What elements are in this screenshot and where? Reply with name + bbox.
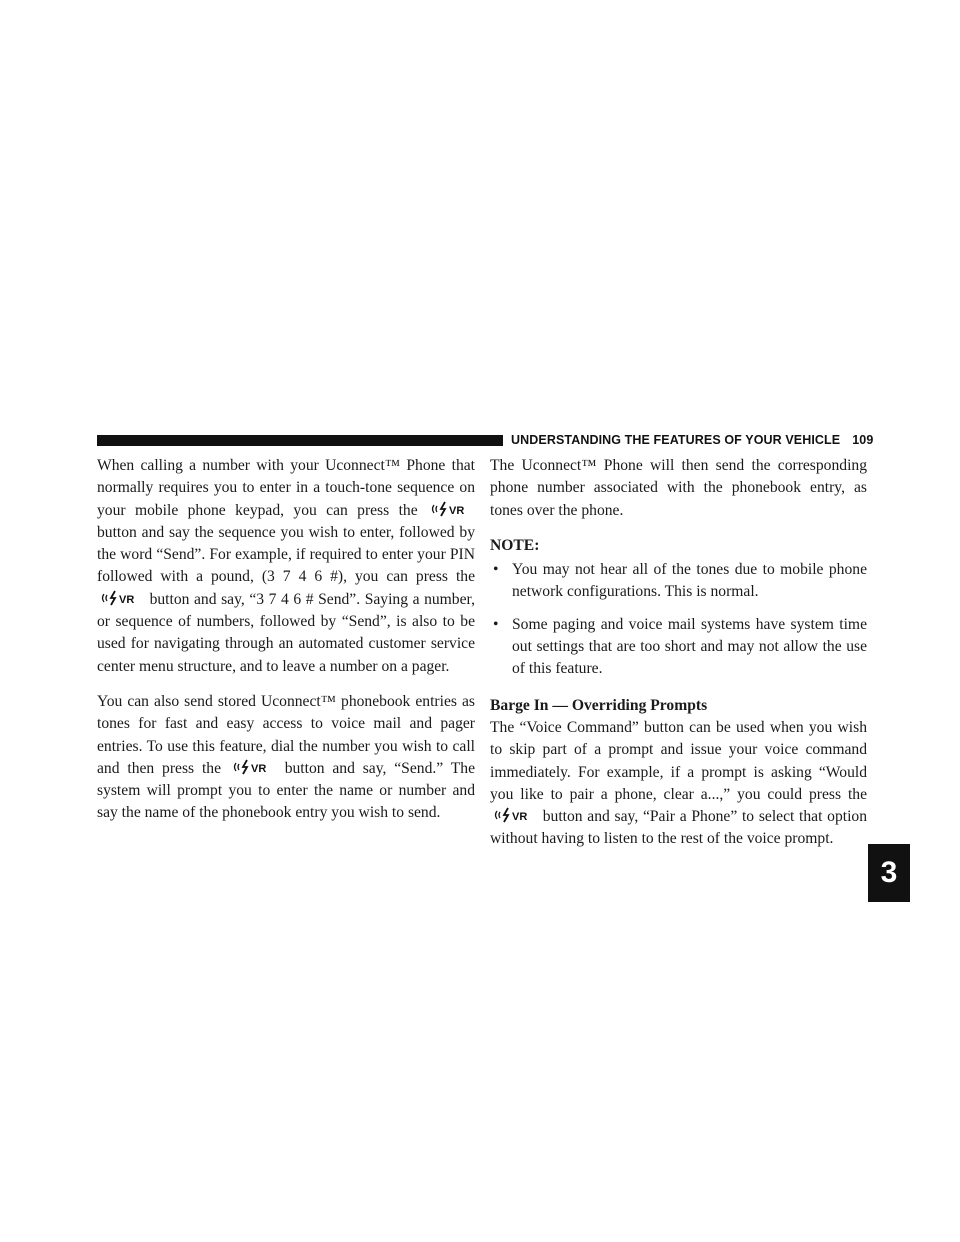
svg-text:VR: VR bbox=[449, 504, 465, 517]
right-column bbox=[490, 455, 867, 864]
bullet-text: You may not hear all of the tones due to mobile phone network configurations. This is normal. bbox=[512, 561, 867, 601]
bullet-text: Some paging and voice mail systems have system time out settings that are too short and may not allow the use of this feature. bbox=[512, 615, 867, 678]
text-run: You can also send stored Uconnect™ phonebook entries as tones for fast and easy access to voice mail and pager entries. To use this feature, dial the number you wish to call and then press the bbox=[97, 692, 475, 777]
paragraph-touch-tone bbox=[97, 455, 475, 678]
page-number: 109 bbox=[852, 433, 874, 447]
paragraph-send-corresponding: The Uconnect™ Phone will then send the corresponding phone number associated with the phonebook entry, as tones over the phone. bbox=[490, 457, 867, 519]
vr-voice-command-icon bbox=[429, 501, 473, 517]
text-run: When calling a number with your Uconnect™ Phone that normally requires you to enter in a touch-tone sequence on your mobile phone keypad, you can press the bbox=[97, 457, 475, 519]
svg-text:VR: VR bbox=[512, 811, 528, 824]
vr-voice-command-icon bbox=[492, 807, 536, 823]
chapter-tab: 3 bbox=[868, 844, 910, 902]
paragraph-phonebook-tones bbox=[97, 691, 475, 825]
text-run: button and say, “Send.” The system will prompt you to enter the name or number and say the name of the phonebook entry you wish to send. bbox=[97, 759, 475, 822]
svg-text:VR: VR bbox=[119, 593, 135, 606]
text-run: button and say, “Pair a Phone” to select that option without having to listen to the rest of the voice prompt. bbox=[490, 808, 867, 848]
bullet-glyph: • bbox=[493, 561, 499, 579]
vr-voice-command-icon bbox=[99, 590, 143, 606]
text-run: button and say the sequence you wish to enter, followed by the word “Send”. For example, if required to enter your PIN followed with a pound, (3 7 4 6 #), you can press the bbox=[97, 523, 475, 586]
section-title: UNDERSTANDING THE FEATURES OF YOUR VEHICLE bbox=[511, 433, 841, 447]
left-column bbox=[97, 455, 475, 838]
bullet-glyph: • bbox=[493, 615, 499, 633]
section-heading: Barge In — Overriding Prompts bbox=[490, 696, 708, 714]
header-rule-left bbox=[97, 435, 491, 446]
note-label: NOTE: bbox=[490, 536, 540, 554]
vr-voice-command-icon bbox=[231, 759, 275, 775]
list-item bbox=[490, 614, 867, 681]
text-run: The “Voice Command” button can be used when you wish to skip part of a prompt and issue your voice command immediately. For example, if a prompt is asking “Would you like to pair a phone, clear a...,” you could press the bbox=[490, 718, 867, 803]
note-bullet-list bbox=[490, 559, 867, 680]
list-item bbox=[490, 559, 867, 604]
svg-text:VR: VR bbox=[250, 762, 267, 775]
text-run: button and say, “3 7 4 6 # Send”. Saying a number, or sequence of numbers, followed by “Send”, is also to be used for navigating through an automated customer service center menu structure, and to leave a number on a pager. bbox=[97, 590, 475, 675]
paragraph-barge-in bbox=[490, 717, 867, 851]
running-header bbox=[503, 432, 881, 449]
